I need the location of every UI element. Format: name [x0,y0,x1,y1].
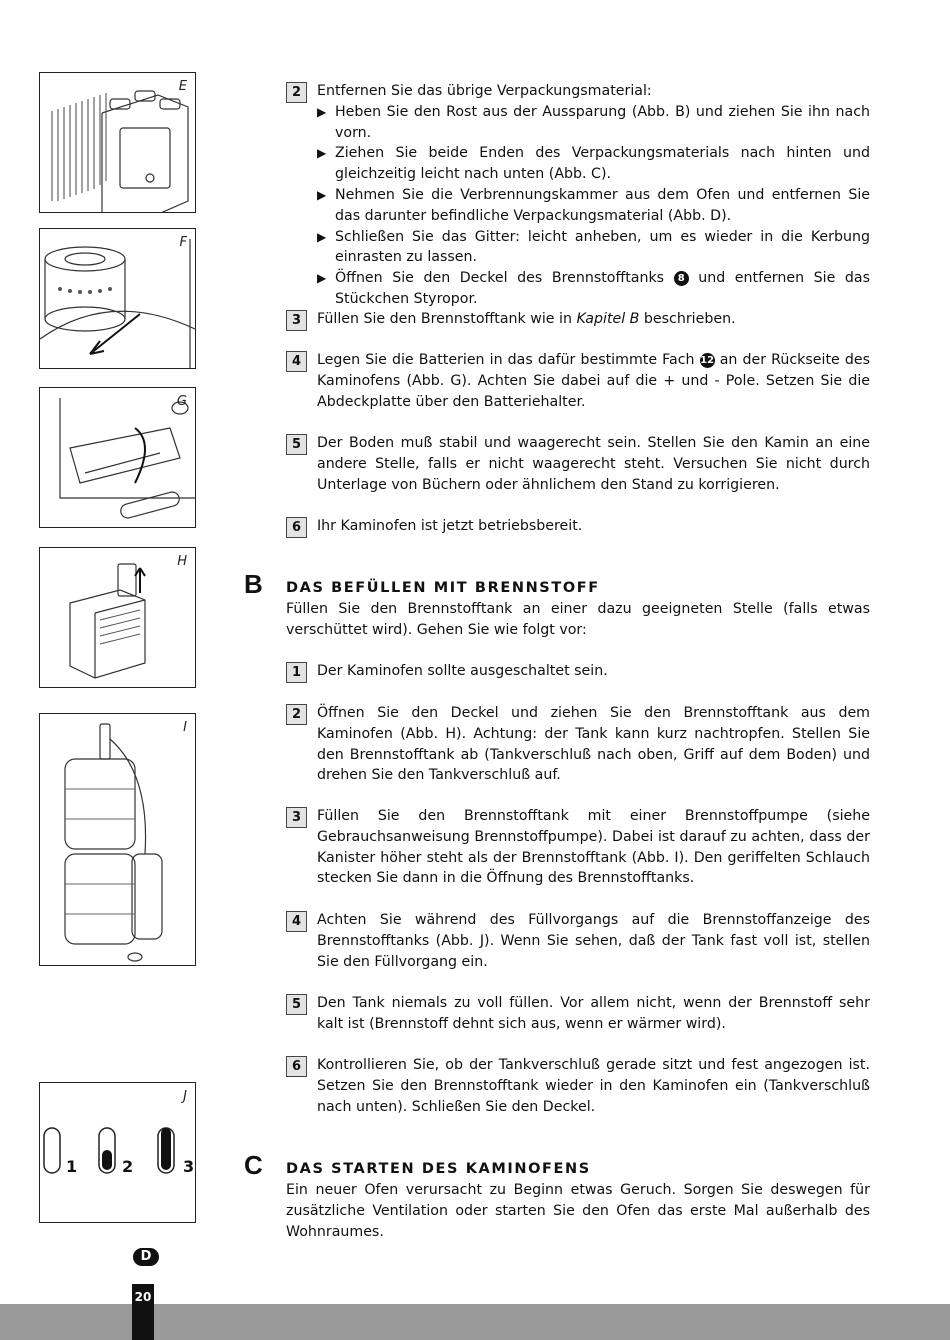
step-a5 [286,433,870,495]
section-letter-b: B [244,569,263,599]
step-number: 5 [286,994,307,1015]
step-text: Entfernen Sie das übrige Verpackungsmaterial: [317,83,652,99]
bullet-arrow-icon: ▶ [317,271,327,286]
step-text: Legen Sie die Batterien in das dafür bestimmte Fach 12 an der Rückseite des Kaminofens (Abb. G). Achten Sie dabei auf die + und - Pole. Setzen Sie die Abdeckplatte über den Batteriehalter. [317,352,870,410]
step-a2 [286,81,870,310]
step-b1 [286,661,870,682]
bullet-arrow-icon: ▶ [317,187,327,202]
battery-compartment-illustration [40,388,195,527]
step-number: 2 [286,82,307,103]
section-letter-c: C [244,1150,263,1180]
fuel-pump-illustration [40,714,195,965]
tank-removal-illustration [40,548,195,687]
bullet-item: ▶ Ziehen Sie beide Enden des Verpackungsmaterials nach hinten und gleichzeitig leicht nach unten (Abb. C). [317,145,870,183]
indicator-label-2: 2 [122,1157,134,1176]
step-b5 [286,993,870,1035]
step-text: Öffnen Sie den Deckel und ziehen Sie den Brennstofftank aus dem Kaminofen (Abb. H). Achtung: der Tank kann kurz nachtropfen. Stellen Sie den Brennstofftank ab (Tankverschluß nach oben, Griff auf dem Boden) und drehen Sie den Tankverschluß auf. [317,705,870,784]
figure-f [39,228,196,369]
step-text: Der Boden muß stabil und waagerecht sein. Stellen Sie den Kamin an eine andere Stelle, falls er nicht waagerecht steht. Versuchen Sie nicht durch Unterlage von Büchern oder ähnlichem den Stand zu korrigieren. [317,435,870,493]
step-number: 6 [286,1056,307,1077]
step-b2 [286,703,870,786]
figure-letter: E [178,79,187,94]
bullet-item: ▶ Öffnen Sie den Deckel des Brennstofftanks 8 und entfernen Sie das Stückchen Styropor. [317,270,871,307]
bullet-arrow-icon: ▶ [317,104,327,119]
bullet-arrow-icon: ▶ [317,146,327,161]
figure-letter: F [179,235,187,250]
step-number: 4 [286,351,307,372]
step-a4 [286,350,870,412]
indicator-label-3: 3 [183,1157,195,1176]
language-badge: D [133,1248,159,1266]
figure-letter: J [183,1089,187,1104]
bullet-item: ▶ Nehmen Sie die Verbrennungskammer aus dem Ofen und entfernen Sie das darunter befindliche Verpackungsmaterial (Abb. D). [317,186,870,224]
figure-g [39,387,196,528]
chapter-reference: Kapitel B [576,311,640,327]
indicator-label-1: 1 [66,1157,78,1176]
page-number: 20 [134,1290,152,1304]
step-number: 1 [286,662,307,683]
step-b4 [286,910,870,972]
fuel-gauge-1 [44,1128,60,1173]
combustion-chamber-illustration [40,229,195,368]
step-text: Füllen Sie den Brennstofftank wie in Kapitel B beschrieben. [317,311,736,327]
fuel-level-fill-2 [102,1150,112,1170]
step-number: 4 [286,911,307,932]
figure-letter: G [176,394,187,409]
part-number-badge: 12 [700,354,715,366]
step-number: 3 [286,310,307,331]
step-text: Den Tank niemals zu voll füllen. Vor allem nicht, wenn der Brennstoff sehr kalt ist (Brennstoff dehnt sich aus, wenn er wärmer wird). [317,995,870,1032]
bullet-arrow-icon: ▶ [317,229,327,244]
step-text: Ihr Kaminofen ist jetzt betriebsbereit. [317,518,583,534]
step-a3 [286,309,870,330]
fuel-indicator-illustration [40,1083,195,1222]
step-number: 3 [286,807,307,828]
bullet-item: ▶ Schließen Sie das Gitter: leicht anheben, um es wieder in die Kerbung einrasten zu lassen. [317,228,870,266]
step-number: 6 [286,517,307,538]
section-intro-c: Ein neuer Ofen verursacht zu Beginn etwas Geruch. Sorgen Sie deswegen für zusätzliche Ventilation oder starten Sie den Ofen das erste Mal außerhalb des Wohnraumes. [286,1182,870,1240]
step-text: Achten Sie während des Füllvorgangs auf die Brennstoffanzeige des Brennstofftanks (Abb. J). Wenn Sie sehen, daß der Tank fast voll ist, stellen Sie den Füllvorgang ein. [317,912,870,970]
figure-h [39,547,196,688]
step-text: Füllen Sie den Brennstofftank mit einer Brennstoffpumpe (siehe Gebrauchsanweisung Brennstoffpumpe). Dabei ist darauf zu achten, dass der Kanister höher steht als der Brennstofftank (Abb. I). Den geriffelten Schlauch stecken Sie dann in die Öffnung des Brennstofftanks. [317,808,870,887]
step-a6 [286,516,870,537]
figure-i [39,713,196,966]
section-heading-c: DAS STARTEN DES KAMINOFENS [286,1161,591,1177]
section-intro-b: Füllen Sie den Brennstofftank an einer dazu geeigneten Stelle (falls etwas verschüttet wird). Gehen Sie wie folgt vor: [286,601,870,638]
step-text: Der Kaminofen sollte ausgeschaltet sein. [317,663,608,679]
figure-letter: H [177,554,187,569]
bullet-item: ▶ Heben Sie den Rost aus der Aussparung (Abb. B) und ziehen Sie ihn nach vorn. [317,103,870,141]
step-b3 [286,806,870,889]
part-number-badge: 8 [674,271,689,286]
figure-e [39,72,196,213]
step-number: 5 [286,434,307,455]
heater-grill-illustration [40,73,195,212]
figure-j [39,1082,196,1223]
step-number: 2 [286,704,307,725]
section-heading-b: DAS BEFÜLLEN MIT BRENNSTOFF [286,580,600,596]
fuel-level-fill-3 [161,1128,171,1170]
step-text: Kontrollieren Sie, ob der Tankverschluß gerade sitzt und fest angezogen ist. Setzen Sie den Brennstofftank wieder in den Kaminofen ein (Tankverschluß nach unten). Schließen Sie den Deckel. [317,1057,870,1115]
step-b6 [286,1055,870,1117]
figure-letter: I [183,720,187,735]
